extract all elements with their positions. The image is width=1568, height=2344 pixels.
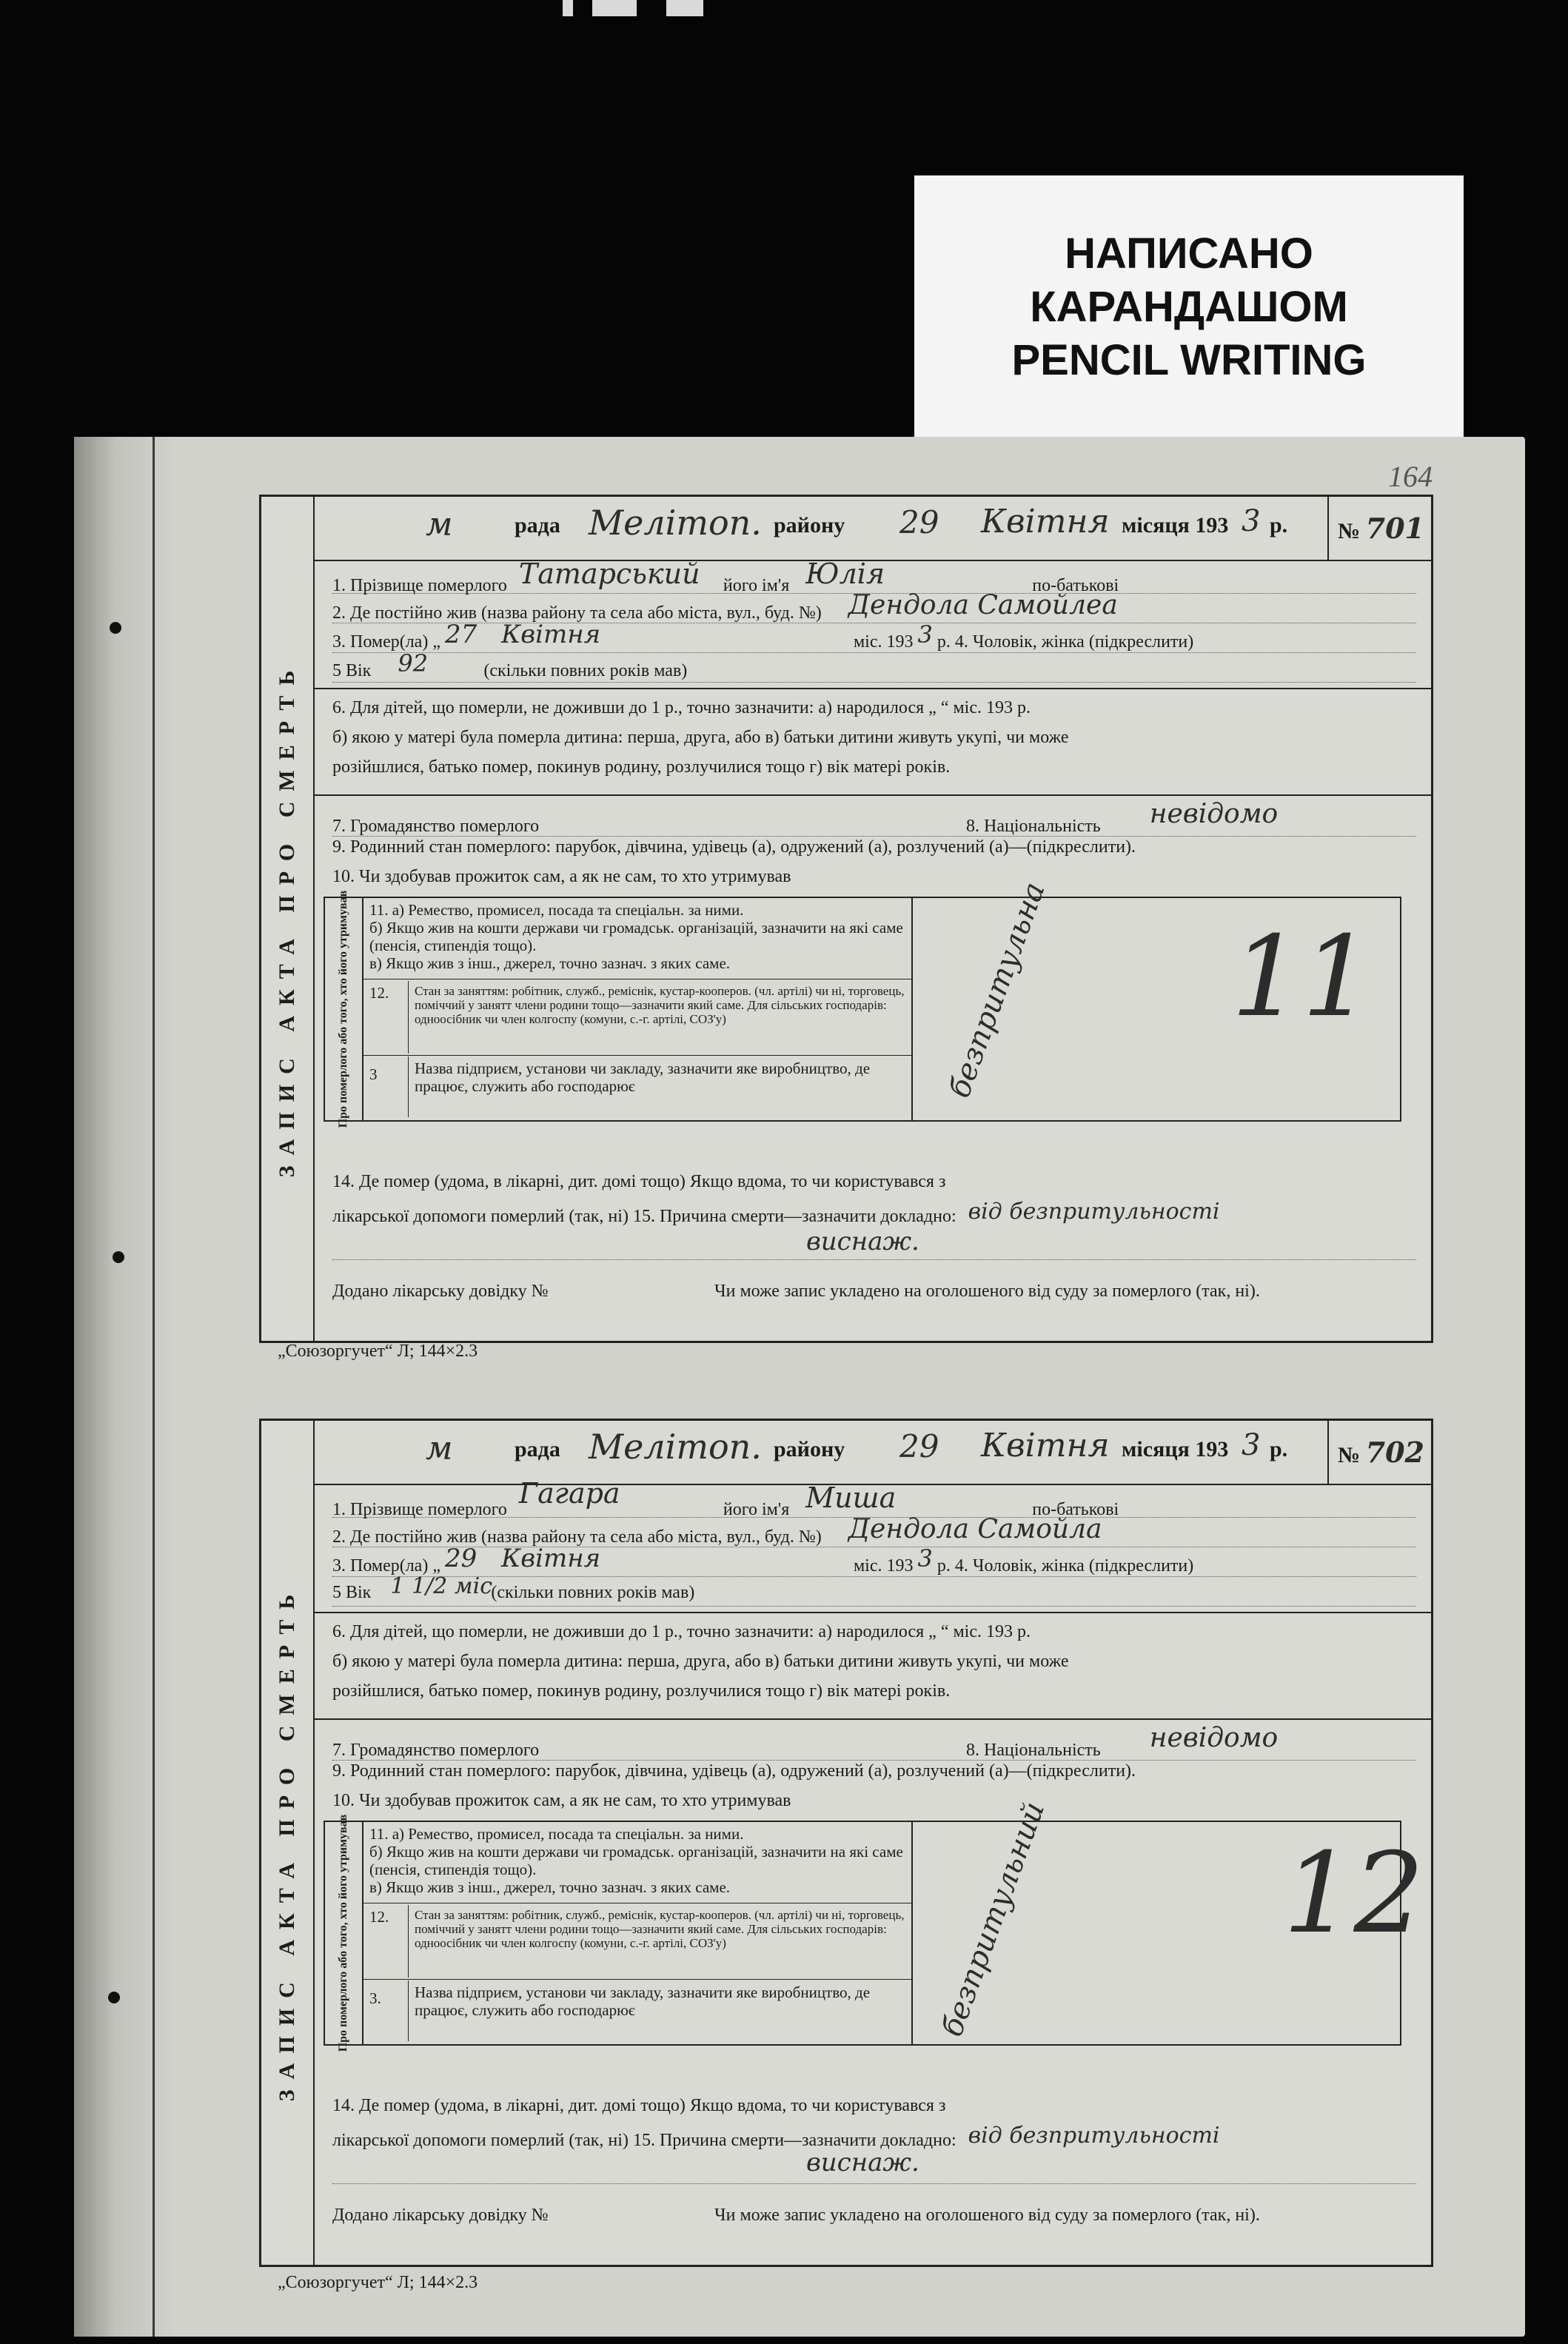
hw-residence: Дендола Самойлеа xyxy=(848,590,1118,620)
imprint-2: „Союзоргучет“ Л; 144×2.3 xyxy=(278,2273,478,2292)
line-livelihood: 10. Чи здобував прожиток сам, а як не сам, то хто утримував xyxy=(332,867,791,886)
hw-cause: від безпритульності xyxy=(968,1199,1220,1225)
line-cause: лікарської допомоги померлий (так, ні) 15. Причина смерти—зазначити докладно: від безпритульності xyxy=(332,1199,1220,1226)
line-residence: 2. Де постійно жив (назва району та села або міста, вул., буд. №) Дендола Самойла xyxy=(332,1518,1416,1547)
section-divider xyxy=(315,688,1431,689)
top-edge-marks xyxy=(563,0,726,19)
cell-12: Стан за заняттям: робітник, служб., реміснік, кустар-кооперов. (чл. артілі) чи ні, торговець, поміччий у занятт члени родини тощо—зазначити який саме. Для сільських господарів: одноосібник чи член колгоспу (комуни, с.-г. артілі, СОЗ'у) xyxy=(408,1905,911,1978)
record-number: № 701 xyxy=(1327,497,1431,560)
hw-record-number: 701 xyxy=(1365,512,1424,545)
line-citizenship: 7. Громадянство померлого 8. Національність невідомо xyxy=(332,808,1416,837)
cell-3-number: 3 xyxy=(369,1065,378,1083)
hw-year: 3 xyxy=(1242,504,1261,538)
hw-death-month: Квітня xyxy=(500,1544,601,1573)
line-cause-b xyxy=(332,1227,1416,1260)
line-children-c: розійшлися, батько помер, покинув родину, розлучилися тощо г) вік матері років. xyxy=(332,757,951,777)
line-place-of-death: 14. Де помер (удома, в лікарні, дит. домі тощо) Якщо вдома, то чи користувався з xyxy=(332,1172,946,1191)
hw-death-day: 27 xyxy=(444,620,478,649)
cell-3: Назва підприєм, установи чи закладу, зазначити яке виробництво, де працює, служить або господарює xyxy=(408,1980,911,2041)
hw-surname: Татарський xyxy=(518,557,700,590)
section-divider xyxy=(315,1718,1431,1720)
line-cause: лікарської допомоги померлий (так, ні) 15. Причина смерти—зазначити докладно: від безпритульності xyxy=(332,2123,1220,2150)
cell-11: 11. а) Ремество, промисел, посада та спеціальн. за ними. б) Якщо жив на кошти держави чи громадськ. організацій, зазначити на які саме (пенсія, стипендія тощо). в) Якщо жив з інш., джерел, точно зазнач. з яких саме. xyxy=(363,1822,911,1903)
hw-death-day: 29 xyxy=(444,1544,478,1573)
hw-occupation: безпритульний xyxy=(935,1797,1052,2041)
grid-answer xyxy=(911,1797,1424,2044)
line-surname: 1. Прізвище померлого Гагара його ім'я Миша по-батькові xyxy=(332,1489,1416,1518)
line-children: 6. Для дітей, що померли, не доживши до 1 р., точно зазначити: а) народилося „ “ міс. 193 р. xyxy=(332,698,1031,717)
hw-rada: Мелітоп. xyxy=(589,1427,762,1467)
line-children: 6. Для дітей, що померли, не доживши до 1 р., точно зазначити: а) народилося „ “ міс. 193 р. xyxy=(332,1622,1031,1641)
hw-nationality: невідомо xyxy=(1149,799,1279,829)
hw-death-year: 3 xyxy=(917,620,933,649)
form-header xyxy=(315,497,1431,561)
raionu-label: району xyxy=(774,513,845,538)
label-line-1: НАПИСАНО xyxy=(1065,230,1313,278)
pencil-writing-label xyxy=(914,175,1464,438)
hw-death-month: Квітня xyxy=(500,620,601,649)
line-livelihood: 10. Чи здобував прожиток сам, а як не сам, то хто утримував xyxy=(332,1791,791,1810)
rada-label: рада xyxy=(515,513,560,538)
grid-divider xyxy=(363,1055,911,1056)
hw-nationality: невідомо xyxy=(1149,1723,1279,1753)
raionu-label: району xyxy=(774,1437,845,1461)
hw-day: 29 xyxy=(899,1428,939,1464)
hw-first-name: Юлія xyxy=(805,557,885,590)
hw-council-prefix: м xyxy=(426,506,453,543)
hw-age: 92 xyxy=(398,649,429,677)
month-label: місяця 193 xyxy=(1122,1437,1229,1461)
line-death-date: 3. Помер(ла) „ 29 Квітня міс. 193 3 р. 4. Чоловік, жінка (підкреслити) xyxy=(332,1548,1416,1577)
cell-12-number: 12. xyxy=(369,984,389,1002)
hw-residence: Дендола Самойла xyxy=(848,1514,1102,1544)
hw-entry-number: 11 xyxy=(1231,913,1373,1042)
rada-label: рада xyxy=(515,1437,560,1461)
line-age: 5 Вік 1 1/2 міс (скільки повних років мав) xyxy=(332,1578,1416,1607)
hw-entry-number: 12 xyxy=(1283,1829,1424,1958)
grid-answer xyxy=(911,877,1400,1120)
line-residence: 2. Де постійно жив (назва району та села або міста, вул., буд. №) Дендола Самойлеа xyxy=(332,595,1416,623)
death-record-form-2 xyxy=(259,1419,1433,2267)
cell-12-number: 12. xyxy=(369,1908,389,1926)
line-cause-b xyxy=(332,2148,1416,2184)
occupation-grid xyxy=(324,877,1401,1128)
sheet-number: 164 xyxy=(1388,460,1433,493)
hw-surname: Гагара xyxy=(518,1477,620,1510)
hw-first-name: Миша xyxy=(805,1481,897,1514)
line-marital: 9. Родинний стан померлого: парубок, дівчина, удівець (а), одружений (а), розлучений (а)—(підкреслити). xyxy=(332,837,1136,857)
line-certificate: Додано лікарську довідку № Чи може запис укладено на оголошеного від суду за померлого (так, ні). xyxy=(332,2206,1260,2225)
grid-divider xyxy=(363,1979,911,1980)
line-marital: 9. Родинний стан померлого: парубок, дівчина, удівець (а), одружений (а), розлучений (а)—(підкреслити). xyxy=(332,1761,1136,1781)
hw-day: 29 xyxy=(899,504,939,540)
grid-side-label: Про померлого або того, хто його утримував xyxy=(325,898,363,1120)
hw-month: Квітня xyxy=(981,1427,1110,1464)
month-label: місяця 193 xyxy=(1122,513,1229,538)
form-header xyxy=(315,1421,1431,1485)
hw-council-prefix: м xyxy=(426,1430,453,1467)
grid-side-label: Про померлого або того, хто його утримував xyxy=(325,1822,363,2044)
cell-3-number: 3. xyxy=(369,1989,381,2007)
line-surname: 1. Прізвище померлого Татарський його ім'я Юлія по-батькові xyxy=(332,565,1416,594)
line-place-of-death: 14. Де помер (удома, в лікарні, дит. домі тощо) Якщо вдома, то чи користувався з xyxy=(332,2096,946,2115)
hw-cause: від безпритульності xyxy=(968,2123,1220,2149)
line-death-date: 3. Помер(ла) „ 27 Квітня міс. 193 3 р. 4. Чоловік, жінка (підкреслити) xyxy=(332,624,1416,653)
section-divider xyxy=(315,794,1431,796)
punch-hole xyxy=(108,1992,120,2003)
punch-hole xyxy=(110,622,121,634)
hw-record-number: 702 xyxy=(1365,1436,1424,1469)
cell-12: Стан за заняттям: робітник, служб., реміснік, кустар-кооперов. (чл. артілі) чи ні, торговець, поміччий у занятт члени родини тощо—зазначити який саме. Для сільських господарів: одноосібник чи член колгоспу (комуни, с.-г. артілі, СОЗ'у) xyxy=(408,981,911,1054)
hw-age: 1 1/2 міс xyxy=(390,1573,493,1599)
label-line-3: PENCIL WRITING xyxy=(1011,336,1367,384)
line-children-c: розійшлися, батько помер, покинув родину, розлучилися тощо г) вік матері років. xyxy=(332,1681,951,1701)
hw-rada: Мелітоп. xyxy=(589,503,762,543)
page-fold xyxy=(153,437,155,2337)
hw-year: 3 xyxy=(1242,1428,1261,1462)
label-line-2: КАРАНДАШОМ xyxy=(1030,283,1348,331)
line-children-b: б) якою у матері була померла дитина: перша, друга, або в) батьки дитини живуть укупі, чи може xyxy=(332,728,1069,747)
cell-11: 11. а) Ремество, промисел, посада та спеціальн. за ними. б) Якщо жив на кошти держави чи громадськ. організацій, зазначити на які саме (пенсія, стипендія тощо). в) Якщо жив з інш., джерел, точно зазнач. з яких саме. xyxy=(363,898,911,980)
hw-death-year: 3 xyxy=(917,1544,933,1573)
form-side-title: ЗАПИС АКТА ПРО СМЕРТЬ xyxy=(261,497,315,1341)
hw-occupation: безпритульна xyxy=(942,877,1052,1102)
hw-month: Квітня xyxy=(981,503,1110,540)
line-certificate: Додано лікарську довідку № Чи може запис укладено на оголошеного від суду за померлого (так, ні). xyxy=(332,1282,1260,1301)
punch-hole xyxy=(113,1251,124,1263)
hw-cause-b: виснаж. xyxy=(806,1227,919,1256)
section-divider xyxy=(315,1612,1431,1613)
year-suffix: р. xyxy=(1270,513,1288,538)
year-suffix: р. xyxy=(1270,1437,1288,1461)
form-side-title: ЗАПИС АКТА ПРО СМЕРТЬ xyxy=(261,1421,315,2265)
imprint-1: „Союзоргучет“ Л; 144×2.3 xyxy=(278,1342,478,1361)
hw-cause-b: виснаж. xyxy=(806,2148,919,2177)
record-number: № 702 xyxy=(1327,1421,1431,1484)
cell-3: Назва підприєм, установи чи закладу, зазначити яке виробництво, де працює, служить або господарює xyxy=(408,1057,911,1117)
line-citizenship: 7. Громадянство померлого 8. Національність невідомо xyxy=(332,1732,1416,1761)
death-record-form-1 xyxy=(259,495,1433,1343)
line-children-b: б) якою у матері була померла дитина: перша, друга, або в) батьки дитини живуть укупі, чи може xyxy=(332,1652,1069,1671)
line-age: 5 Вік 92 (скільки повних років мав) xyxy=(332,654,1416,683)
